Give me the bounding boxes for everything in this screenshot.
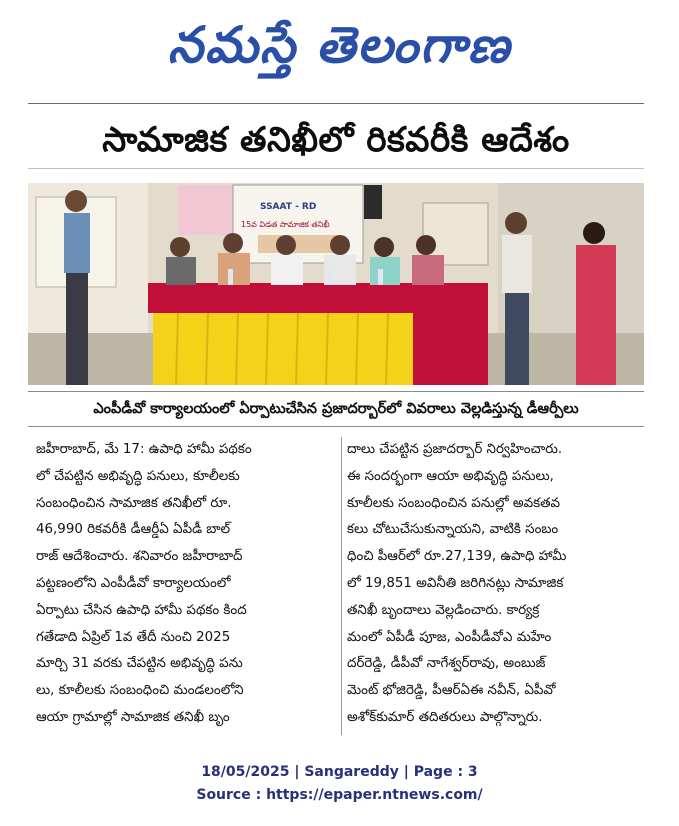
article-line: మంలో ఏపీడీ పూజ, ఎంపీడీవోఎ మహేం — [347, 629, 552, 645]
article-line: రాజ్ ఆదేశించారు. శనివారం జహీరాబాద్ — [36, 549, 243, 565]
article-line: అశోక్‌కుమార్ తదితరులు పాల్గొన్నారు. — [347, 709, 543, 725]
article-line: గతేడాది ఏప్రిల్ 1వ తేదీ నుంచి 2025 — [36, 629, 231, 645]
article-line: మెంట్ భోజిరెడ్డి, పీఆర్‌ఏఈ నవీన్, ఏపీవో — [347, 683, 556, 699]
article-line: సంబంధించిన సామాజిక తనిఖీలో రూ. — [36, 495, 232, 511]
article-line: లు, కూలీలకు సంబంధించి మండలంలోని — [36, 683, 244, 699]
source-link[interactable]: Source : https://epaper.ntnews.com/ — [196, 787, 483, 803]
article-column-right — [347, 437, 644, 732]
article-line: కూలీలకు సంబంధించిన పనుల్లో అవకతవ — [347, 495, 561, 511]
article-line: ఆయా గ్రామాల్లో సామాజిక తనిఖీ బృం — [36, 709, 230, 725]
banner-ssaat-text: SSAAT - RD — [260, 202, 317, 212]
article-line: ఈ సందర్భంగా ఆయా అభివృద్ధి పనులు, — [347, 468, 554, 484]
article-line: దాలు చేపట్టిన ప్రజాదర్బార్ నిర్వహించారు. — [347, 442, 563, 457]
masthead-title: నమస్తే తెలంగాణ — [167, 16, 512, 74]
headline-divider — [28, 168, 644, 169]
article-line: దర్‌రెడ్డి, డీపీవో నాగేశ్వర్‌రావు, అంబుజ్ — [347, 656, 546, 672]
edition-info: 18/05/2025 | Sangareddy | Page : 3 — [201, 764, 478, 780]
article-line: లో 19,851 అవినీతి జరిగినట్లు సామాజిక — [347, 575, 564, 591]
article-line: లో చేపట్టిన అభివృద్ధి పనులు, కూలీలకు — [36, 468, 240, 484]
banner-title-text: 15వ విడత సామాజిక తనిఖీ — [241, 220, 330, 229]
column-divider — [341, 437, 342, 735]
news-photo — [28, 183, 644, 385]
article-line: మార్చి 31 వరకు చేపట్టిన అభివృద్ధి పను — [36, 656, 243, 672]
article-line: తనిఖీ బృందాలు వెల్లడించారు. కార్యక్ర — [347, 602, 540, 618]
article-headline: సామాజిక తనిఖీలో రికవరీకి ఆదేశం — [102, 120, 570, 160]
article-line: కలు చోటుచేసుకున్నాయని, వాటికి సంబం — [347, 522, 559, 538]
article-line: పట్టణంలోని ఎంపీడీవో కార్యాలయంలో — [36, 575, 231, 591]
header-divider — [28, 103, 644, 104]
article-line: ఏర్పాటు చేసిన ఉపాధి హామీ పథకం కింద — [36, 602, 247, 618]
photo-caption: ఎంపీడీవో కార్యాలయంలో ఏర్పాటుచేసిన ప్రజాదర్బార్‌లో వివరాలు వెల్లడిస్తున్న డీఆర్పీలు — [28, 391, 644, 427]
newspaper-masthead — [0, 8, 679, 82]
article-column-left — [36, 437, 333, 732]
article-line: ధించి పీఆర్‌లో రూ.27,139, ఉపాధి హామీ — [347, 549, 567, 565]
article-body — [36, 437, 646, 737]
article-line: జహీరాబాద్, మే 17: ఉపాధి హామీ పథకం — [36, 442, 252, 457]
article-line: 46,990 రికవరీకి డీఆర్డీఏ ఏపీడీ బాల్ — [36, 522, 231, 538]
